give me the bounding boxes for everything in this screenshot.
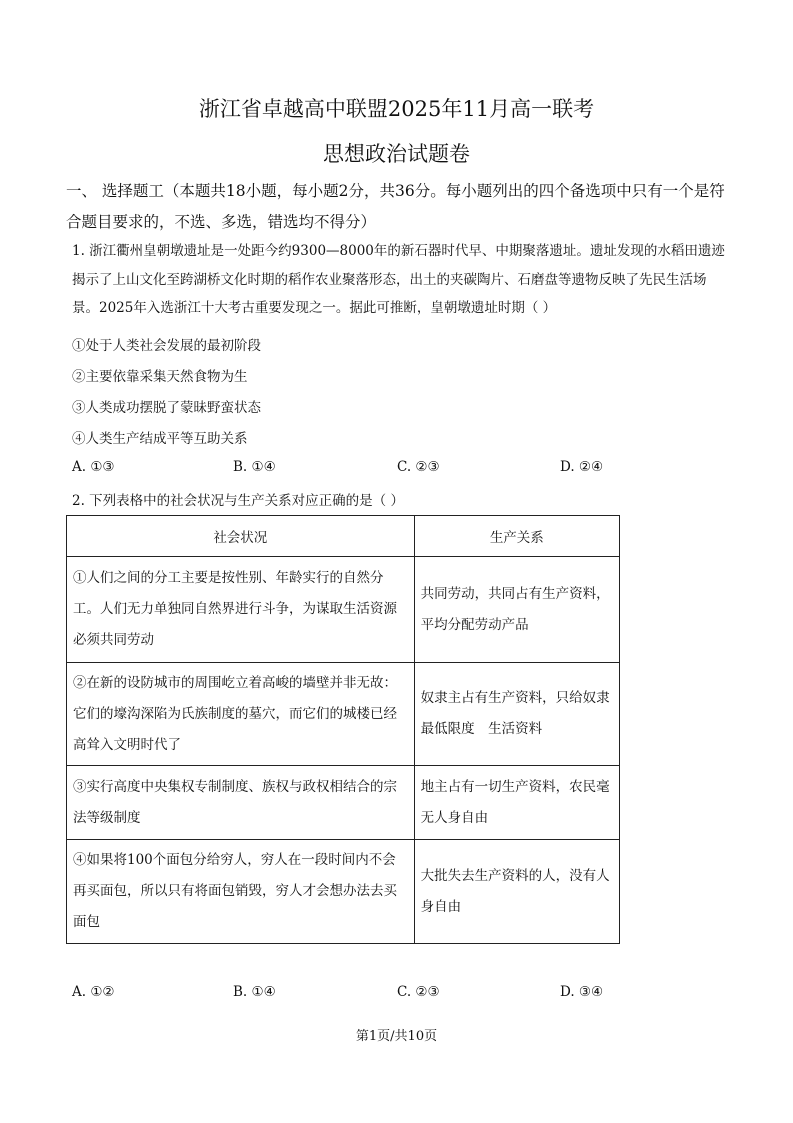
question-2-stem: 2. 下列表格中的社会状况与生产关系对应正确的是（ ） — [72, 493, 404, 509]
section-heading: 一、 选择题工（本题共18小题，每小题2分，共36分。每小题列出的四个备选项中只有一个是符合题目要求的，不选、多选，错选均不得分） — [66, 182, 725, 231]
table-header-row — [67, 516, 620, 557]
table-cell-relation: 奴隶主占有生产资料，只给奴隶最低限度 生活资料 — [414, 663, 619, 766]
table-cell-social: ④如果将100个面包分给穷人，穷人在一段时间内不会再买面包，所以只有将面包销毁，穷人才会想办法去买面包 — [67, 840, 415, 944]
table-cell-social: ②在新的设防城市的周围屹立着高峻的墙壁并非无故：它们的壕沟深陷为氏族制度的墓穴，而它们的城楼已经高耸入文明时代了 — [67, 663, 415, 766]
table-cell-social: ③实行高度中央集权专制制度、族权与政权相结合的宗法等级制度 — [67, 766, 415, 840]
question-1-choice-d[interactable]: D. ②④ — [560, 459, 604, 475]
question-2-choice-b[interactable]: B. ①④ — [233, 984, 276, 1000]
question-1-option-4: ④人类生产结成平等互助关系 — [72, 431, 248, 447]
question-2-choice-c[interactable]: C. ②③ — [397, 984, 440, 1000]
question-1-choice-c[interactable]: C. ②③ — [397, 459, 440, 475]
question-2-choice-d[interactable]: D. ③④ — [560, 984, 604, 1000]
table-cell-relation: 共同劳动，共同占有生产资料，平均分配劳动产品 — [414, 557, 619, 663]
table-row — [67, 840, 620, 944]
exam-title: 浙江省卓越高中联盟2025年11月高一联考 — [198, 97, 595, 121]
table-header-social: 社会状况 — [67, 516, 415, 557]
question-1-choice-a[interactable]: A. ①③ — [72, 459, 115, 475]
table-header-relation: 生产关系 — [414, 516, 619, 557]
table-cell-relation: 地主占有一切生产资料，农民毫无人身自由 — [414, 766, 619, 840]
question-2-choice-a[interactable]: A. ①② — [72, 984, 115, 1000]
table-row — [67, 663, 620, 766]
table-row — [67, 557, 620, 663]
table-cell-social: ①人们之间的分工主要是按性别、年龄实行的自然分工。人们无力单独同自然界进行斗争，为谋取生活资源必须共同劳动 — [67, 557, 415, 663]
question-1-stem: 1. 浙江衢州皇朝墩遗址是一处距今约9300—8000年的新石器时代早、中期聚落遗址。遗址发现的水稻田遗迹揭示了上山文化至跨湖桥文化时期的稻作农业聚落形态，出土的夹碳陶片、石磨盘等遗物反映了先民生活场景。2025年入选浙江十大考古重要发现之一。据此可推断，皇朝墩遗址时期（ ） — [72, 243, 725, 316]
exam-subtitle: 思想政治试题卷 — [323, 142, 470, 166]
page-number: 第1页/共10页 — [355, 1029, 438, 1044]
question-2-table — [66, 515, 620, 944]
question-1-option-2: ②主要依靠采集天然食物为生 — [72, 369, 248, 385]
table-cell-relation: 大批失去生产资料的人，没有人身自由 — [414, 840, 619, 944]
table-row — [67, 766, 620, 840]
question-1-option-1: ①处于人类社会发展的最初阶段 — [72, 338, 261, 354]
question-1-choice-b[interactable]: B. ①④ — [233, 459, 276, 475]
question-1-option-3: ③人类成功摆脱了蒙昧野蛮状态 — [72, 400, 261, 416]
